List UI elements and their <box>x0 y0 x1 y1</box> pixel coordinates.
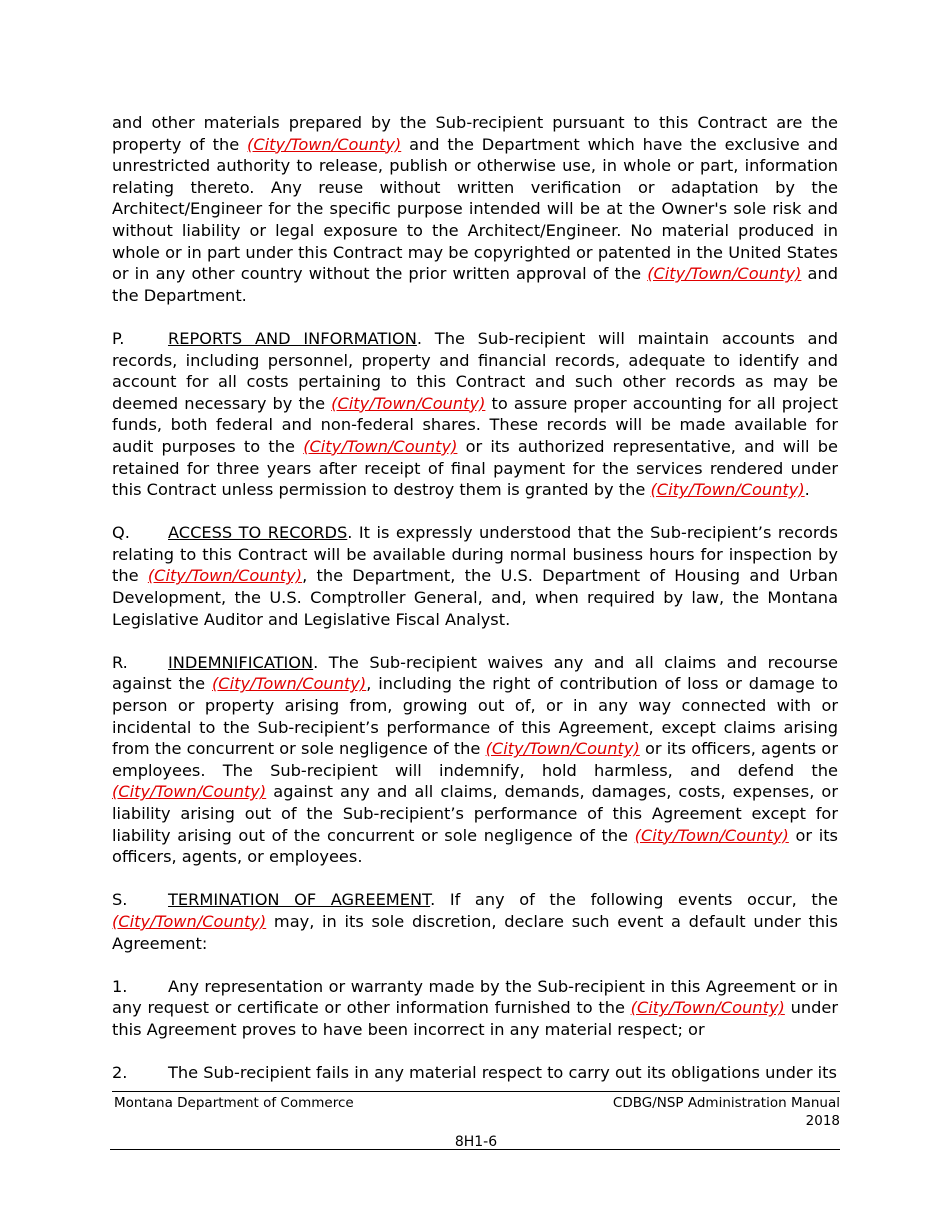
list-item-1: 1. Any representation or warranty made by the Sub-recipient in this Agreement or in any request or certificate or other information furnished to the (City/Town/County) under this Agreement proves to have been incorrect in any material respect; or <box>112 976 838 1039</box>
footer-row <box>112 1092 840 1130</box>
list-item-2: 2. The Sub-recipient fails in any material respect to carry out its obligations under its <box>112 1063 837 1083</box>
footer-bottom-rule <box>110 1149 840 1150</box>
footer-manual-title <box>613 1094 840 1130</box>
placeholder-field: (City/Town/County) <box>211 674 367 694</box>
placeholder-field: (City/Town/County) <box>303 436 458 456</box>
list-item-label: 1. <box>112 976 128 996</box>
footer-year: 2018 <box>805 1113 840 1129</box>
placeholder-field: (City/Town/County) <box>112 782 267 802</box>
section-heading: ACCESS TO RECORDS <box>168 523 348 543</box>
section-heading: REPORTS AND INFORMATION <box>168 328 417 348</box>
placeholder-field: (City/Town/County) <box>630 998 785 1018</box>
section-p-reports: P. REPORTS AND INFORMATION. The Sub-recipient will maintain accounts and records, including personnel, property and financial records, adequate to identify and account for all costs pertaining to this Contract and such other records as may be deemed necessary by the (City/Town/County) to assure proper accounting for all project funds, both federal and non-federal shares. These records will be made available for audit purposes to the (City/Town/County) or its authorized representative, and will be retained for three years after receipt of final payment for the services rendered under this Contract unless permission to destroy them is granted by the (City/Town/County). <box>112 328 838 500</box>
placeholder-field: (City/Town/County) <box>112 911 267 931</box>
section-label: S. <box>112 890 128 910</box>
section-heading: TERMINATION OF AGREEMENT <box>168 890 431 910</box>
page-number: 8H1-6 <box>454 1134 498 1150</box>
paragraph-intro: and other materials prepared by the Sub-recipient pursuant to this Contract are the property of the (City/Town/County) and the Department which have the exclusive and unrestricted authority to release, publish or otherwise use, in whole or part, information relating thereto. Any reuse without written verification or adaptation by the Architect/Engineer for the specific purpose intended will be at the Owner's sole risk and without liability or legal exposure to the Architect/Engineer. No material produced in whole or in part under this Contract may be copyrighted or patented in the United States or in any other country without the prior written approval of the (City/Town/County) and the Department. <box>112 113 838 305</box>
placeholder-field: (City/Town/County) <box>331 393 486 413</box>
placeholder-field: (City/Town/County) <box>485 739 640 759</box>
section-label: P. <box>112 328 125 348</box>
section-heading: INDEMNIFICATION <box>168 652 314 672</box>
placeholder-field: (City/Town/County) <box>647 264 802 284</box>
section-label: Q. <box>112 523 130 543</box>
placeholder-field: (City/Town/County) <box>247 134 402 154</box>
section-q-access: Q. ACCESS TO RECORDS. It is expressly understood that the Sub-recipient’s records relating to this Contract will be available during normal business hours for inspection by the (City/Town/County), the Department, the U.S. Department of Housing and Urban Development, the U.S. Comptroller General, and, when required by law, the Montana Legislative Auditor and Legislative Fiscal Analyst. <box>112 523 839 629</box>
list-item-label: 2. <box>112 1063 128 1083</box>
page-footer <box>112 1091 840 1151</box>
document-body <box>112 112 838 1084</box>
footer-organization: Montana Department of Commerce <box>114 1095 354 1111</box>
footer-manual-name: CDBG/NSP Administration Manual <box>612 1095 840 1111</box>
section-r-indemnification: R. INDEMNIFICATION. The Sub-recipient waives any and all claims and recourse against the (City/Town/County), including the right of contribution of loss or damage to person or property arising from, growing out of, or in any way connected with or incidental to the Sub-recipient’s performance of this Agreement, except claims arising from the concurrent or sole negligence of the (City/Town/County) or its officers, agents or employees. The Sub-recipient will indemnify, hold harmless, and defend the (City/Town/County) against any and all claims, demands, damages, costs, expenses, or liability arising out of the Sub-recipient’s performance of this Agreement except for liability arising out of the concurrent or sole negligence of the (City/Town/County) or its officers, agents, or employees. <box>112 652 838 867</box>
section-label: R. <box>112 652 128 672</box>
placeholder-field: (City/Town/County) <box>650 480 805 500</box>
section-s-termination: S. TERMINATION OF AGREEMENT. If any of the following events occur, the (City/Town/County) may, in its sole discretion, declare such event a default under this Agreement: <box>112 890 838 953</box>
placeholder-field: (City/Town/County) <box>634 825 789 845</box>
placeholder-field: (City/Town/County) <box>147 566 303 586</box>
